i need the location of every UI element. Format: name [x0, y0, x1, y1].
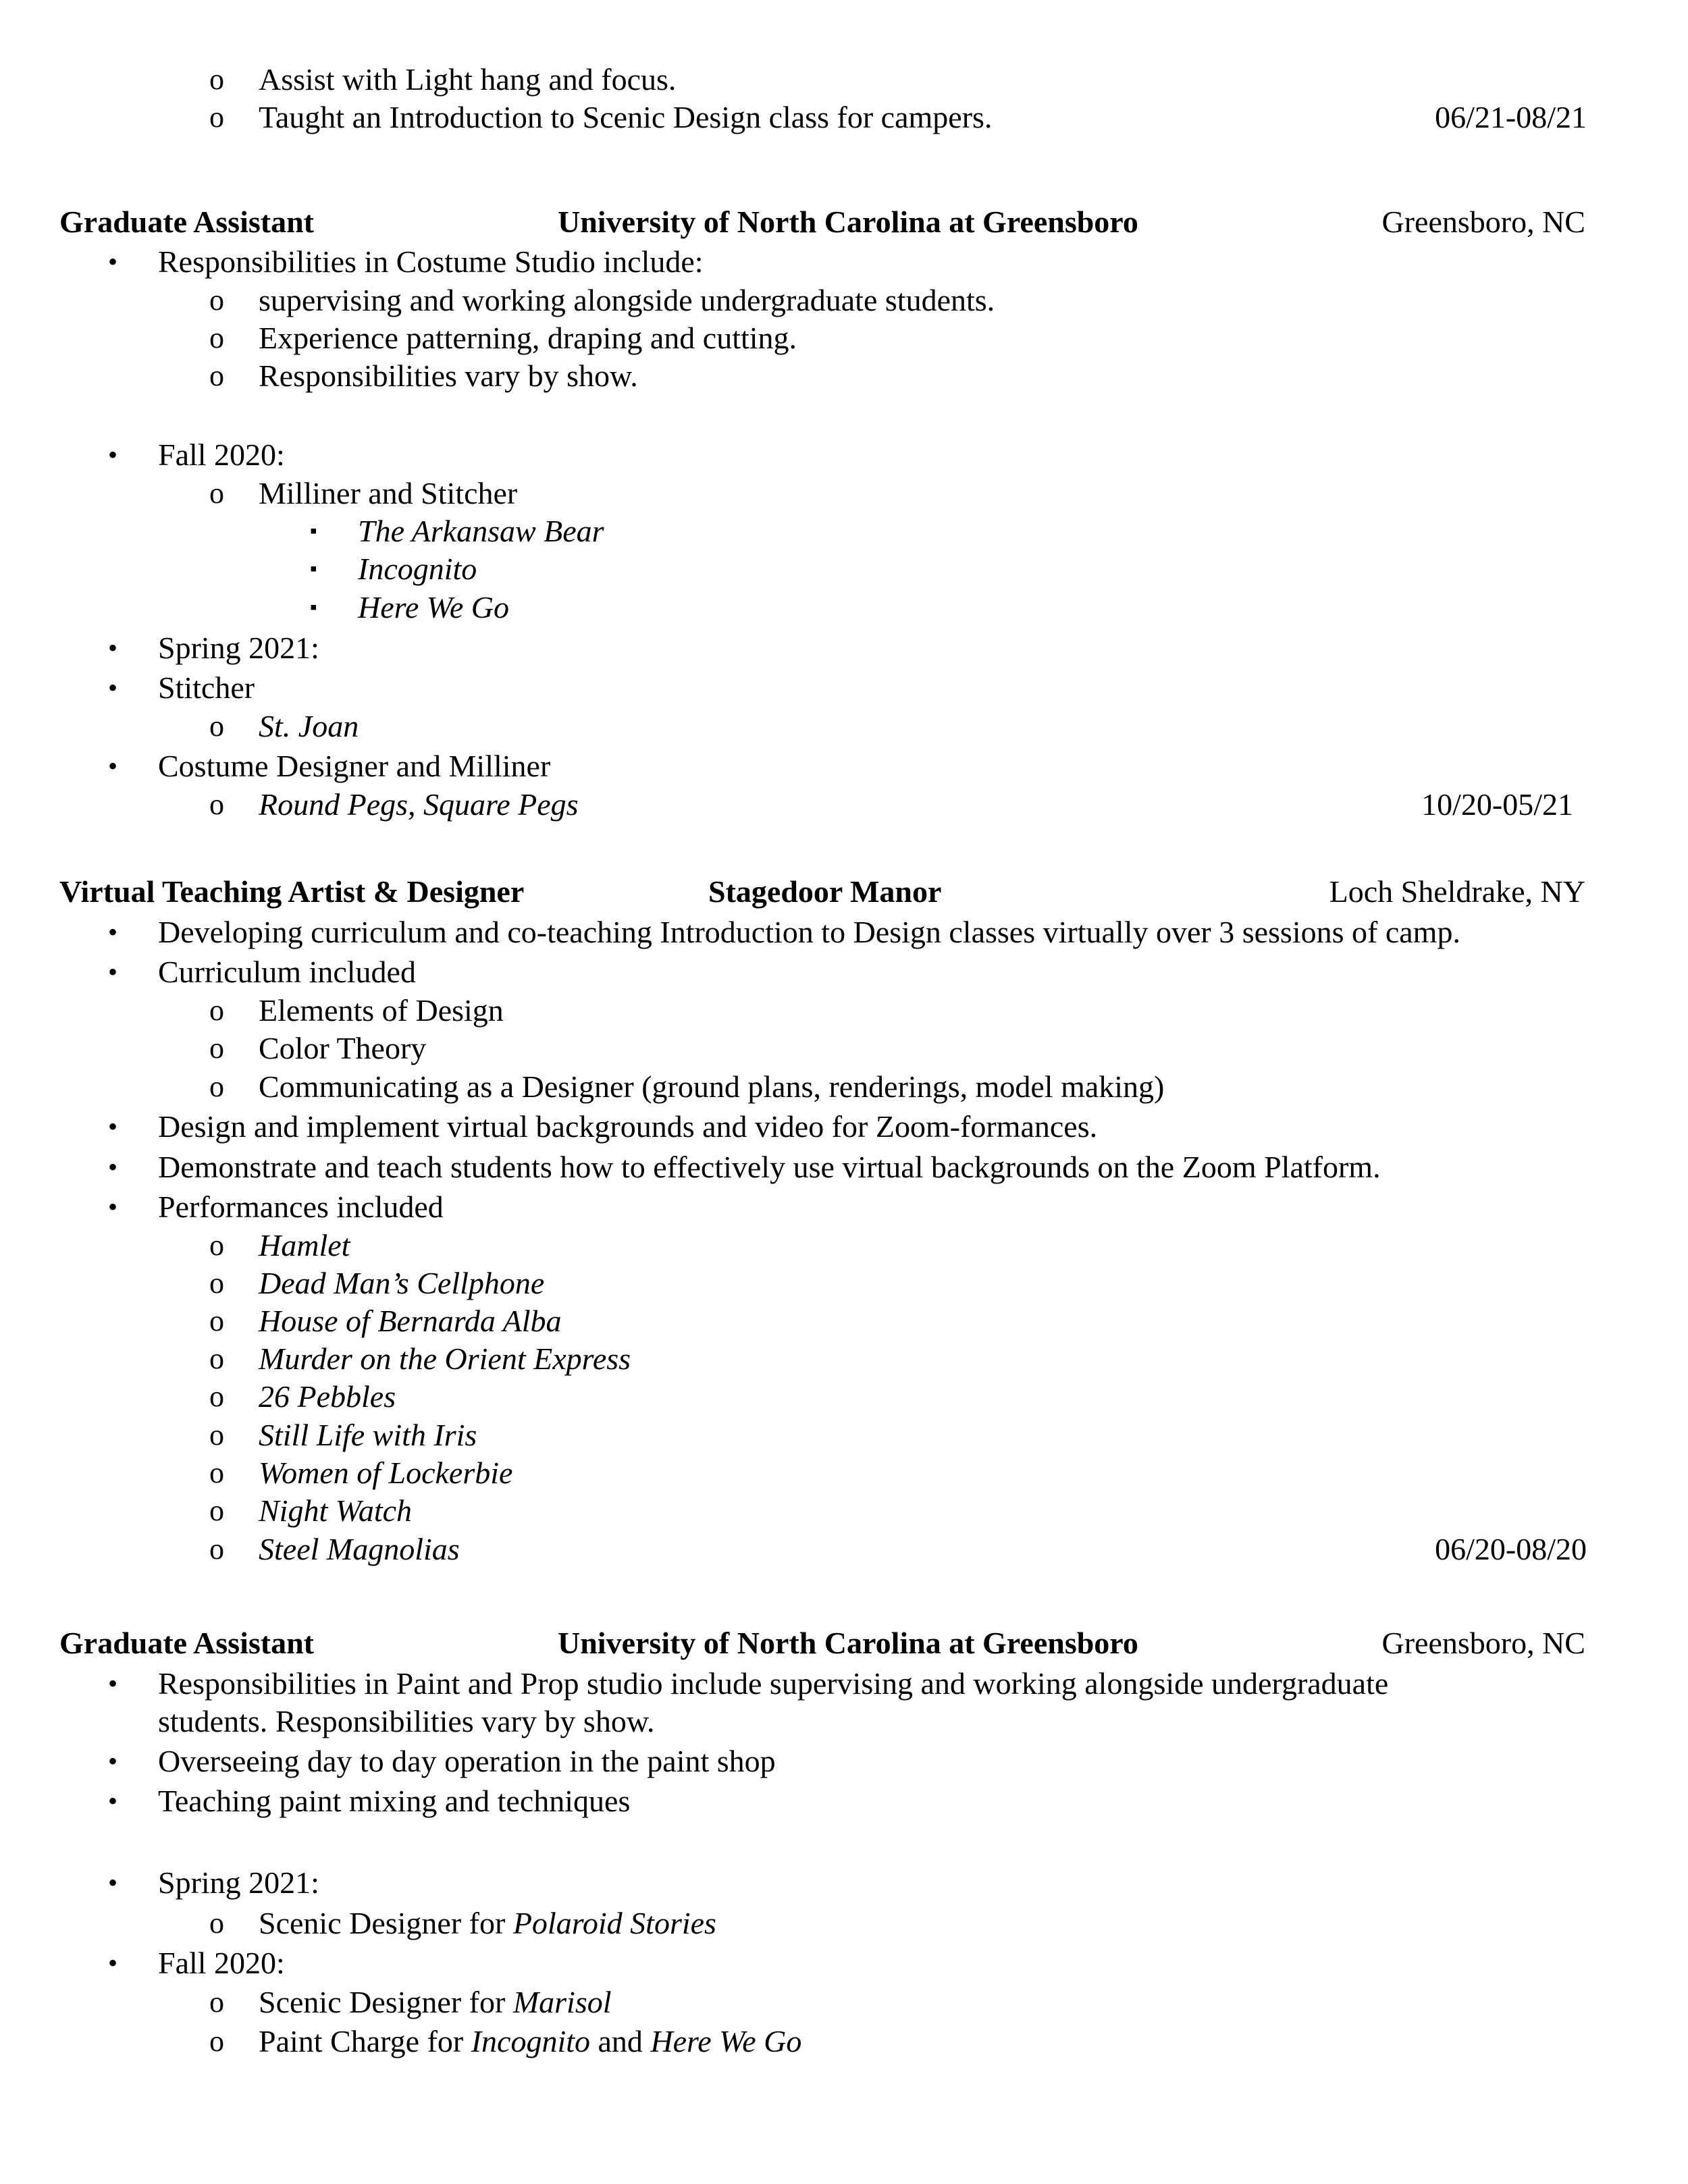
circle-bullet-icon: o	[209, 63, 224, 96]
bullet-icon: •	[108, 1948, 118, 1978]
list-item	[0, 747, 1688, 786]
list-item	[0, 435, 1688, 475]
item-text: Stitcher	[158, 670, 255, 705]
list-item	[0, 1664, 1688, 1703]
item-text: Developing curriculum and co-teaching Introduction to Design classes virtually over 3 sessions of camp.	[158, 915, 1460, 949]
list-item	[0, 512, 1688, 551]
item-text: Performances included	[158, 1190, 444, 1224]
circle-bullet-icon: o	[209, 1267, 224, 1300]
bullet-icon: •	[108, 1668, 118, 1699]
role-text: Scenic Designer for	[259, 1985, 506, 2019]
job-title: Virtual Teaching Artist & Designer	[59, 874, 525, 909]
show-title: House of Bernarda Alba	[259, 1304, 562, 1338]
job-header	[0, 1624, 1688, 1663]
circle-bullet-icon: o	[209, 1907, 224, 1940]
list-item	[0, 588, 1688, 627]
item-text: students. Responsibilities vary by show.	[158, 1704, 655, 1738]
item-text: Milliner and Stitcher	[259, 476, 518, 510]
list-item	[0, 1530, 1688, 1569]
circle-bullet-icon: o	[209, 284, 224, 317]
bullet-icon: •	[108, 957, 118, 987]
circle-bullet-icon: o	[209, 1533, 224, 1566]
list-item	[0, 474, 1688, 513]
show-title: 26 Pebbles	[259, 1379, 396, 1414]
item-text	[259, 2022, 801, 2061]
list-item	[0, 1302, 1688, 1341]
bullet-icon: •	[108, 1746, 118, 1776]
list-item	[0, 1944, 1688, 1983]
organization: Stagedoor Manor	[708, 874, 942, 909]
item-text: Teaching paint mixing and techniques	[158, 1784, 631, 1818]
bullet-icon: •	[108, 246, 118, 277]
list-item	[0, 1863, 1688, 1902]
list-item	[0, 629, 1688, 668]
circle-bullet-icon: o	[209, 359, 224, 392]
list-item	[0, 1188, 1688, 1227]
item-text: Color Theory	[259, 1031, 427, 1065]
show-title: Polaroid Stories	[512, 1906, 716, 1940]
list-item	[0, 242, 1688, 282]
show-title: St. Joan	[259, 709, 359, 743]
job-header	[0, 872, 1688, 911]
show-title: Incognito	[471, 2024, 590, 2058]
conjunction-text: and	[598, 2024, 643, 2058]
list-item	[0, 913, 1688, 952]
list-item	[0, 1782, 1688, 1821]
show-title: Still Life with Iris	[259, 1418, 477, 1452]
circle-bullet-icon: o	[209, 1380, 224, 1413]
location: Greensboro, NC	[1381, 1626, 1585, 1660]
location: Loch Sheldrake, NY	[1329, 874, 1585, 909]
show-title: Dead Man’s Cellphone	[259, 1266, 545, 1300]
list-item	[0, 1148, 1688, 1187]
square-bullet-icon: ▪	[310, 520, 317, 542]
list-item	[0, 319, 1688, 358]
circle-bullet-icon: o	[209, 1229, 224, 1262]
circle-bullet-icon: o	[209, 1418, 224, 1451]
list-item	[0, 356, 1688, 396]
list-item	[0, 1107, 1688, 1146]
circle-bullet-icon: o	[209, 710, 224, 743]
item-text: Fall 2020:	[158, 437, 285, 472]
date-range: 06/21-08/21	[1435, 100, 1587, 134]
item-text: Responsibilities in Paint and Prop studio include supervising and working alongside undergraduate	[158, 1666, 1389, 1701]
list-item	[0, 785, 1688, 824]
bullet-icon: •	[108, 1786, 118, 1816]
organization: University of North Carolina at Greensboro	[558, 1626, 1138, 1660]
item-text: Assist with Light hang and focus.	[259, 62, 677, 97]
item-text: Responsibilities in Costume Studio include:	[158, 244, 704, 279]
item-text: Overseeing day to day operation in the paint shop	[158, 1744, 776, 1778]
square-bullet-icon: ▪	[310, 558, 317, 580]
item-text: Responsibilities vary by show.	[259, 358, 638, 393]
item-text: Fall 2020:	[158, 1946, 285, 1980]
list-item	[0, 991, 1688, 1030]
circle-bullet-icon: o	[209, 2025, 224, 2058]
list-item	[0, 1904, 1688, 1943]
list-item	[0, 953, 1688, 992]
circle-bullet-icon: o	[209, 1070, 224, 1103]
show-title: The Arkansaw Bear	[358, 514, 604, 548]
show-title: Steel Magnolias	[259, 1532, 460, 1566]
item-text: Taught an Introduction to Scenic Design class for campers.	[259, 100, 993, 134]
list-item	[0, 707, 1688, 746]
item-text: Spring 2021:	[158, 1865, 319, 1900]
bullet-icon: •	[108, 1867, 118, 1898]
date-range: 06/20-08/20	[1435, 1532, 1587, 1566]
square-bullet-icon: ▪	[310, 596, 317, 618]
item-text: Elements of Design	[259, 993, 504, 1028]
bullet-icon: •	[108, 1152, 118, 1182]
job-header	[0, 203, 1688, 242]
show-title: Round Pegs, Square Pegs	[259, 787, 579, 822]
bullet-icon: •	[108, 1111, 118, 1142]
item-text: Spring 2021:	[158, 631, 319, 665]
circle-bullet-icon: o	[209, 477, 224, 510]
list-item-continuation	[0, 1702, 1688, 1741]
bullet-icon: •	[108, 751, 118, 781]
list-item	[0, 2022, 1688, 2061]
list-item	[0, 1983, 1688, 2022]
show-title: Women of Lockerbie	[259, 1456, 513, 1490]
list-item	[0, 1377, 1688, 1416]
list-item	[0, 1264, 1688, 1303]
circle-bullet-icon: o	[209, 1456, 224, 1489]
organization: University of North Carolina at Greensboro	[558, 205, 1138, 239]
list-item	[0, 1742, 1688, 1781]
show-title: Marisol	[512, 1985, 612, 2019]
role-text: Paint Charge for	[259, 2024, 464, 2058]
role-text: Scenic Designer for	[259, 1906, 506, 1940]
list-item	[0, 1226, 1688, 1265]
circle-bullet-icon: o	[209, 1304, 224, 1337]
show-title: Here We Go	[650, 2024, 802, 2058]
item-text: Design and implement virtual backgrounds and video for Zoom-formances.	[158, 1109, 1098, 1144]
item-text: supervising and working alongside undergraduate students.	[259, 283, 995, 317]
item-text: Curriculum included	[158, 955, 416, 989]
list-item	[0, 1491, 1688, 1530]
list-item	[0, 1067, 1688, 1107]
circle-bullet-icon: o	[209, 788, 224, 821]
location: Greensboro, NC	[1381, 205, 1585, 239]
bullet-icon: •	[108, 440, 118, 470]
date-range: 10/20-05/21	[1421, 787, 1573, 822]
list-item	[0, 1029, 1688, 1068]
circle-bullet-icon: o	[209, 1032, 224, 1065]
bullet-icon: •	[108, 917, 118, 947]
list-item	[0, 1454, 1688, 1493]
circle-bullet-icon: o	[209, 1494, 224, 1527]
item-text: Demonstrate and teach students how to effectively use virtual backgrounds on the Zoom Platform.	[158, 1150, 1381, 1184]
item-text	[259, 1983, 612, 2022]
bullet-icon: •	[108, 672, 118, 703]
show-title: Here We Go	[358, 590, 509, 624]
list-item	[0, 1416, 1688, 1455]
job-title: Graduate Assistant	[59, 205, 314, 239]
show-title: Hamlet	[259, 1228, 350, 1262]
circle-bullet-icon: o	[209, 321, 224, 354]
list-item	[0, 1339, 1688, 1379]
list-item	[0, 668, 1688, 708]
show-title: Murder on the Orient Express	[259, 1341, 631, 1376]
circle-bullet-icon: o	[209, 1986, 224, 2019]
circle-bullet-icon: o	[209, 994, 224, 1027]
list-item	[0, 60, 1688, 99]
item-text: Costume Designer and Milliner	[158, 749, 551, 783]
list-item	[0, 281, 1688, 320]
circle-bullet-icon: o	[209, 101, 224, 134]
bullet-icon: •	[108, 1192, 118, 1222]
circle-bullet-icon: o	[209, 1342, 224, 1375]
show-title: Incognito	[358, 552, 477, 586]
item-text: Experience patterning, draping and cutting.	[259, 321, 797, 355]
list-item	[0, 98, 1688, 137]
bullet-icon: •	[108, 633, 118, 663]
show-title: Night Watch	[259, 1493, 413, 1528]
item-text: Communicating as a Designer (ground plans, renderings, model making)	[259, 1069, 1165, 1104]
list-item	[0, 550, 1688, 589]
item-text	[259, 1904, 716, 1943]
job-title: Graduate Assistant	[59, 1626, 314, 1660]
